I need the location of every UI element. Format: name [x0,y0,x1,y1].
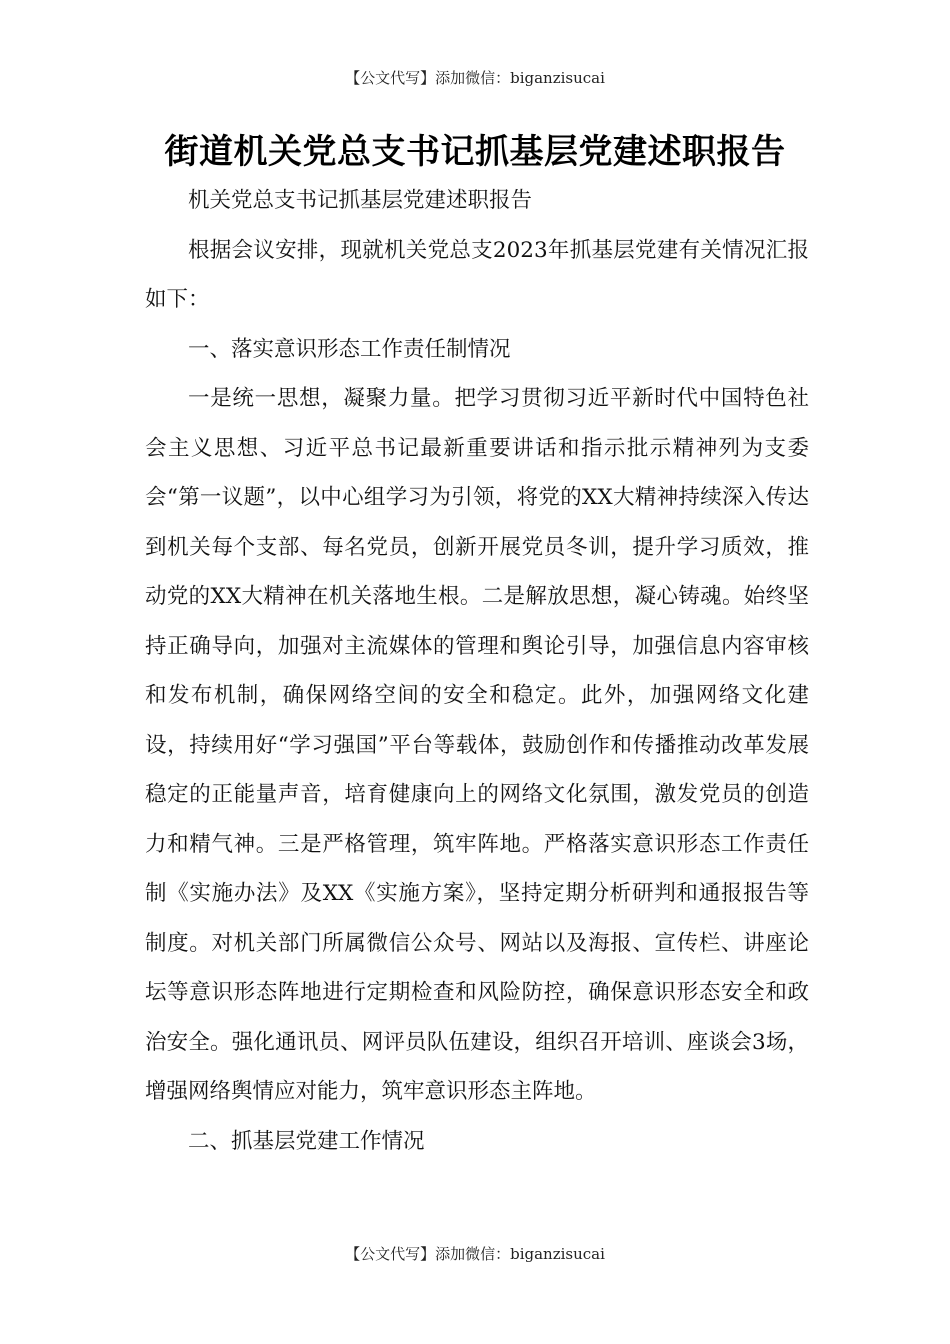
section-heading-2: 二、抓基层党建工作情况 [188,1128,425,1154]
page-header: 【公文代写】添加微信：biganzisucai [345,69,605,87]
section-heading-1: 一、落实意识形态工作责任制情况 [188,336,511,362]
page-footer: 【公文代写】添加微信：biganzisucai [345,1245,605,1263]
intro-paragraph: 根据会议安排，现就机关党总支2023年抓基层党建有关情况汇报如下： [145,237,809,312]
document-body [145,176,809,1166]
section-1-paragraph: 一是统一思想，凝聚力量。把学习贯彻习近平新时代中国特色社会主义思想、习近平总书记最新重要讲话和指示批示精神列为支委会“第一议题”，以中心组学习为引领，将党的XX大精神持续深入传达到机关每个支部、每名党员，创新开展党员冬训，提升学习质效，推动党的XX大精神在机关落地生根。二是解放思想，凝心铸魂。始终坚持正确导向，加强对主流媒体的管理和舆论引导，加强信息内容审核和发布机制，确保网络空间的安全和稳定。此外，加强网络文化建设，持续用好“学习强国”平台等载体，鼓励创作和传播推动改革发展稳定的正能量声音，培育健康向上的网络文化氛围，激发党员的创造力和精气神。三是严格管理，筑牢阵地。严格落实意识形态工作责任制《实施办法》及XX《实施方案》，坚持定期分析研判和通报报告等制度。对机关部门所属微信公众号、网站以及海报、宣传栏、讲座论坛等意识形态阵地进行定期检查和风险防控，确保意识形态安全和政治安全。强化通讯员、网评员队伍建设，组织召开培训、座谈会3场，增强网络舆情应对能力，筑牢意识形态主阵地。 [145,386,809,1104]
subtitle-paragraph: 机关党总支书记抓基层党建述职报告 [188,188,533,213]
document-title: 街道机关党总支书记抓基层党建述职报告 [164,132,786,172]
